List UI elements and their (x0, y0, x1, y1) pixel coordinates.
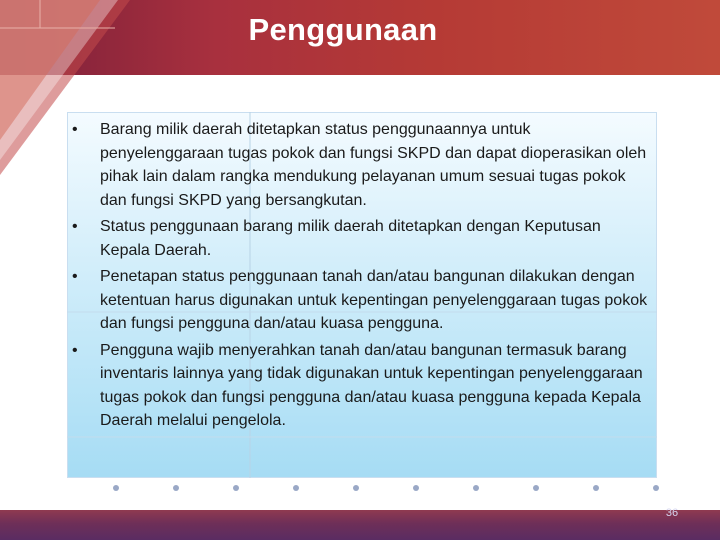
decorative-dot (353, 485, 359, 491)
bullet-icon: • (72, 121, 78, 138)
bullet-text: Pengguna wajib menyerahkan tanah dan/atau bangunan termasuk barang inventaris lainnya yang tidak digunakan untuk kepentingan penyelenggaraan tugas pokok dan fungsi pengguna dan/atau kuasa pengguna kepada Kepala Daerah melalui pengelola. (100, 341, 643, 429)
bullet-text: Status penggunaan barang milik daerah ditetapkan dengan Keputusan Kepala Daerah. (100, 218, 601, 259)
footer-bar (0, 510, 720, 540)
decorative-dot (233, 485, 239, 491)
slide-title: Penggunaan (248, 12, 438, 47)
decorative-dot (293, 485, 299, 491)
bullet-item (72, 265, 654, 336)
bullet-icon: • (72, 218, 78, 235)
decorative-dot (473, 485, 479, 491)
decorative-dot (413, 485, 419, 491)
bullet-item (72, 215, 654, 262)
dot-row-decoration (0, 480, 720, 496)
bullet-item (72, 118, 654, 212)
decorative-dot (533, 485, 539, 491)
decorative-dot (653, 485, 659, 491)
bullet-icon: • (72, 268, 78, 285)
bullet-icon: • (72, 341, 78, 359)
bullet-text: Penetapan status penggunaan tanah dan/atau bangunan dilakukan dengan ketentuan harus digunakan untuk kepentingan penyelenggaraan tugas pokok dan fungsi pengguna dan/atau kuasa pengguna. (100, 268, 648, 332)
page-number: 36 (665, 507, 679, 519)
decorative-dot (173, 485, 179, 491)
decorative-dot (593, 485, 599, 491)
bullet-list (72, 118, 654, 436)
decorative-dot (113, 485, 119, 491)
bullet-item (72, 339, 654, 433)
bullet-text: Barang milik daerah ditetapkan status penggunaannya untuk penyelenggaraan tugas pokok dan fungsi SKPD dan dapat dioperasikan oleh pihak lain dalam rangka mendukung pelayanan umum sesuai tugas pokok dan fungsi SKPD yang bersangkutan. (100, 121, 647, 209)
